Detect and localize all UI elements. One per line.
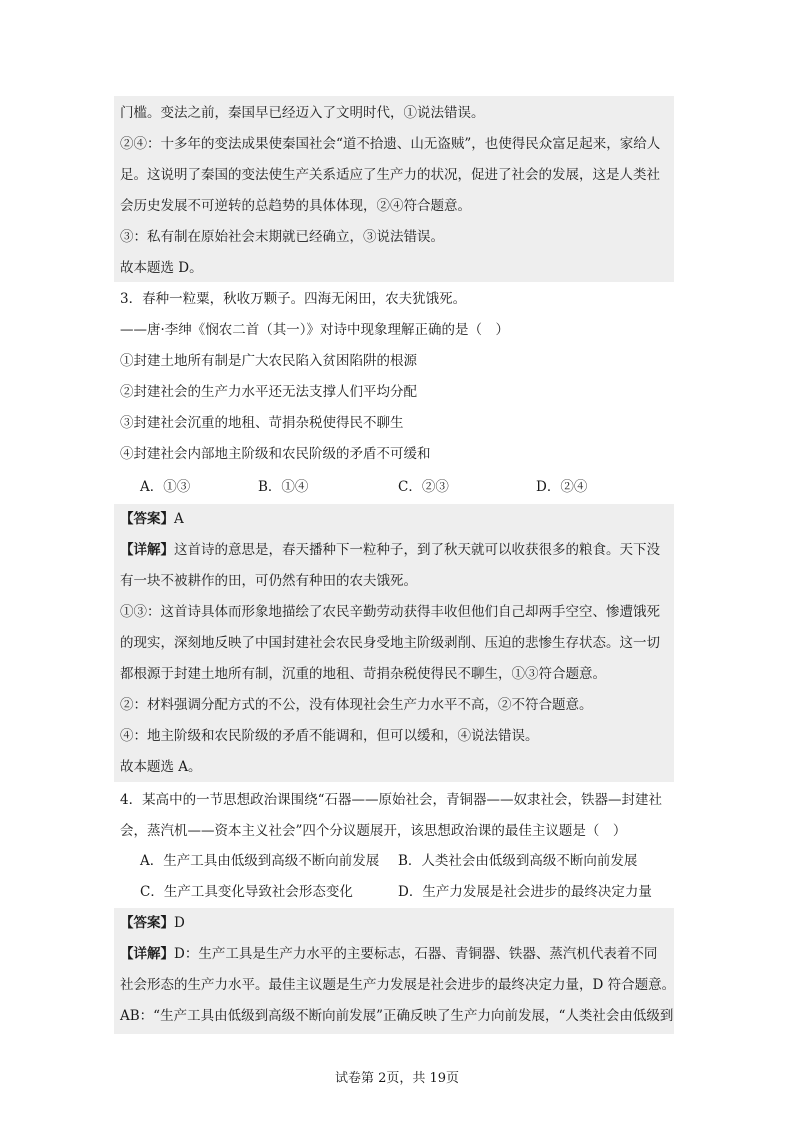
explanation-shade-top [114,96,674,282]
question-4-answer [120,913,185,933]
text-line: ②：材料强调分配方式的不公，没有体现社会生产力水平不高，②不符合题意。 [120,697,593,713]
text-line: ②④：十多年的变法成果使秦国社会“道不拾遗、山无盗贼”，也使得民众富足起来，家给人 [120,136,661,152]
text-line: 的现实，深刻地反映了中国封建社会农民身受地主阶级剥削、压迫的悲惨生存状态。这一切 [120,635,660,651]
question-4-detail [120,944,657,964]
question-3-item: ②封建社会的生产力水平还无法支撑人们平均分配 [120,384,417,400]
detail-label: 【详解】 [120,946,174,962]
text-line: 故本题选 D。 [120,260,203,276]
question-3-option-a: A．①③ [140,479,191,495]
text-line: ④：地主阶级和农民阶级的矛盾不能调和，但可以缓和，④说法错误。 [120,728,539,744]
question-3-source: ——唐·李绅《悯农二首（其一）》对诗中现象理解正确的是（ ） [120,322,510,338]
text-line: 都根源于封建土地所有制，沉重的地租、苛捐杂税使得民不聊生，①③符合题意。 [120,666,606,682]
question-4-option-d: D．生产力发展是社会进步的最终决定力量 [398,884,652,900]
question-3-item: ③封建社会沉重的地租、苛捐杂税使得民不聊生 [120,415,404,431]
text-line: 故本题选 A。 [120,759,202,775]
question-4-stem: 会，蒸汽机——资本主义社会”四个分议题展开，该思想政治课的最佳主议题是（ ） [120,823,627,839]
detail-text: D：生产工具是生产力水平的主要标志，石器、青铜器、铁器、蒸汽机代表着不同 [174,946,658,962]
question-3-item: ①封建土地所有制是广大农民陷入贫困陷阱的根源 [120,353,417,369]
answer-value: A [174,511,184,527]
answer-value: D [174,915,185,931]
text-line: ③：私有制在原始社会末期就已经确立，③说法错误。 [120,229,444,245]
text-line: 会历史发展不可逆转的总趋势的具体体现，②④符合题意。 [120,198,471,214]
detail-label: 【详解】 [120,542,174,558]
question-3-stem: 3．春种一粒粟，秋收万颗子。四海无闲田，农夫犹饿死。 [120,291,467,307]
question-3-option-b: B．①④ [258,479,309,495]
text-line: 足。这说明了秦国的变法使生产关系适应了生产力的状况，促进了社会的发展，这是人类社 [120,167,660,183]
text-line: AB：“生产工具由低级到高级不断向前发展”正确反映了生产力向前发展，“人类社会由低级到 [120,1008,674,1024]
text-line: 有一块不被耕作的田，可仍然有种田的农夫饿死。 [120,573,417,589]
question-3-item: ④封建社会内部地主阶级和农民阶级的矛盾不可缓和 [120,446,431,462]
text-line: 门槛。变法之前，秦国早已经迈入了文明时代，①说法错误。 [120,105,485,121]
question-4-option-a: A．生产工具由低级到高级不断向前发展 [140,853,380,869]
question-3-option-c: C．②③ [398,479,449,495]
text-line: ①③：这首诗具体而形象地描绘了农民辛勤劳动获得丰收但他们自己却两手空空、惨遭饿死 [120,604,660,620]
page-footer: 试卷第 2页，共 19页 [334,1071,460,1086]
question-3-answer [120,509,184,529]
question-3-detail [120,540,660,560]
text-line: 社会形态的生产力水平。最佳主议题是生产力发展是社会进步的最终决定力量，D 符合题意。 [120,977,676,993]
question-4-stem: 4．某高中的一节思想政治课围绕“石器——原始社会，青铜器——奴隶社会，铁器—封建社 [120,792,662,808]
question-4-option-c: C．生产工具变化导致社会形态变化 [140,884,353,900]
question-3-option-d: D．②④ [536,479,588,495]
question-4-option-b: B．人类社会由低级到高级不断向前发展 [398,853,638,869]
detail-text: 这首诗的意思是，春天播种下一粒种子，到了秋天就可以收获很多的粮食。天下没 [174,542,660,558]
answer-label: 【答案】 [120,511,174,527]
answer-label: 【答案】 [120,915,174,931]
